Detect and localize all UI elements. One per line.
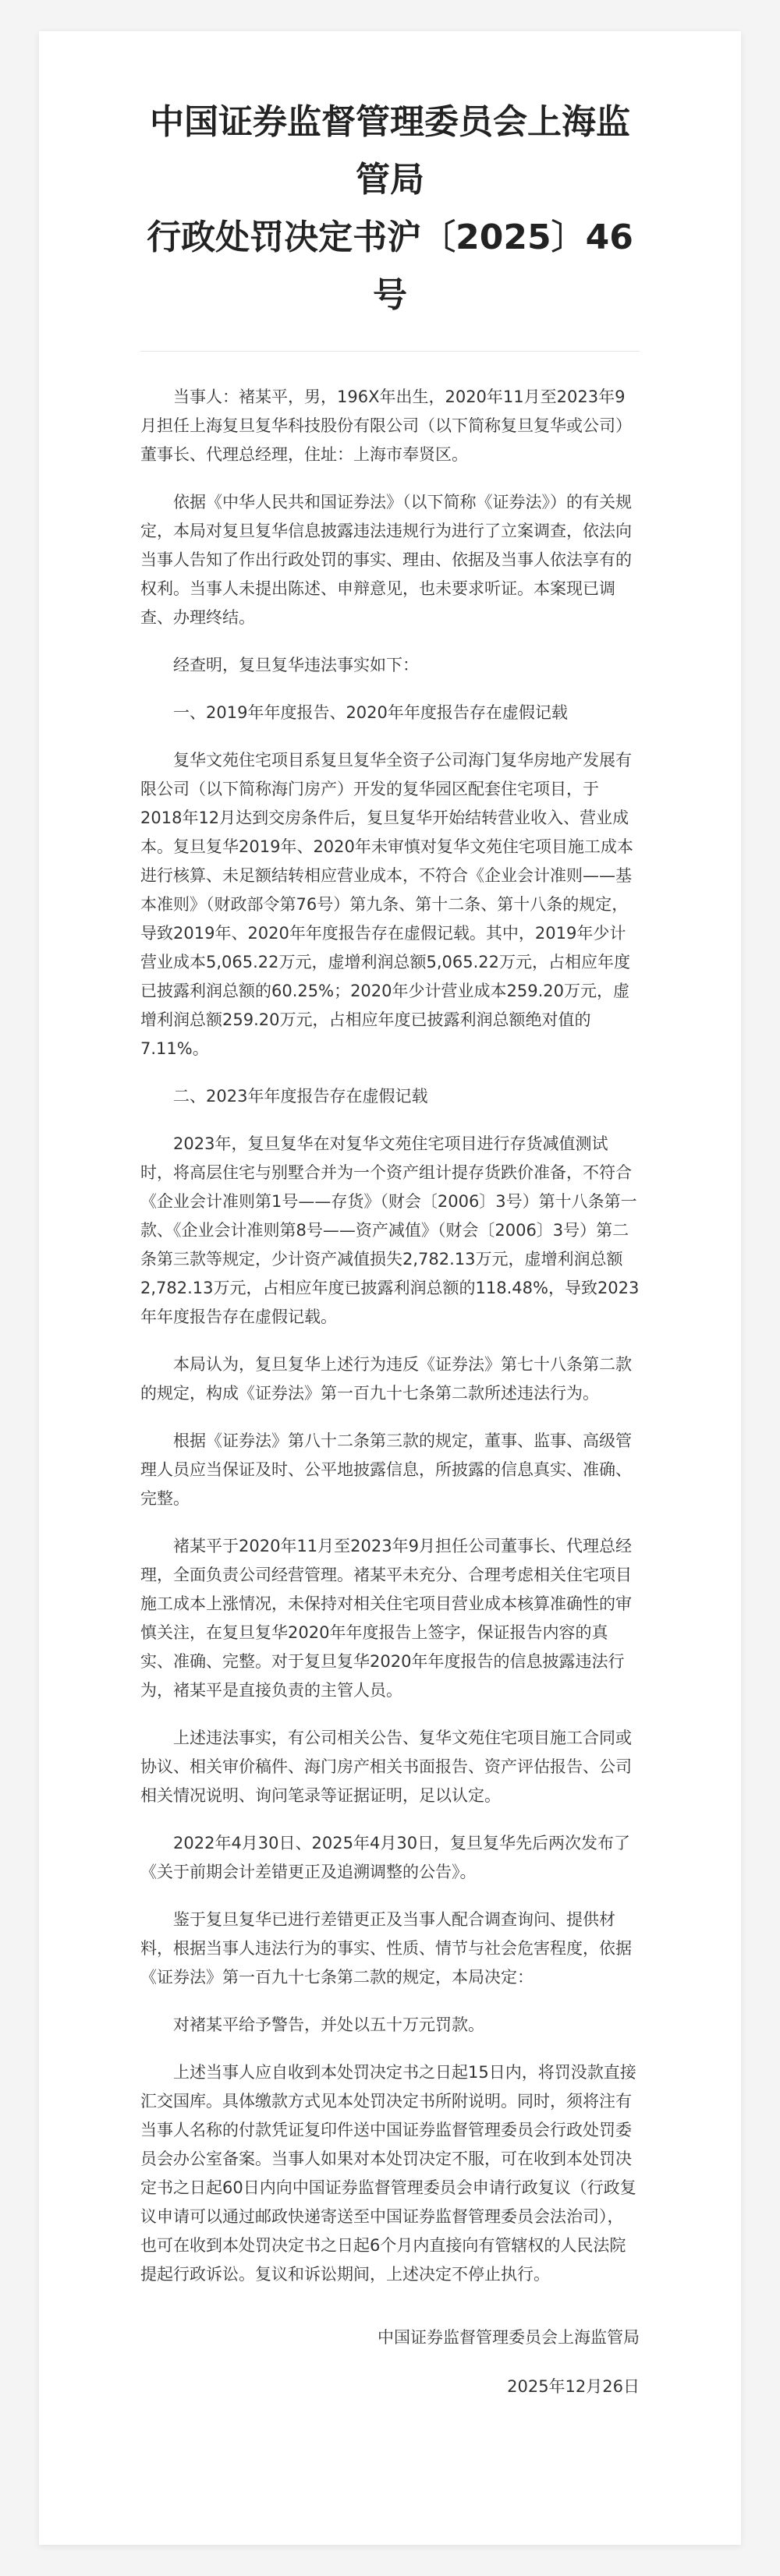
title-line-1: 中国证券监督管理委员会上海监管局 [150, 102, 630, 200]
section-heading-2: 二、2023年年度报告存在虚假记载 [173, 1087, 428, 1106]
signature-block [140, 2323, 640, 2401]
paragraph-law-82: 根据《证券法》第八十二条第三款的规定，董事、监事、高级管理人员应当保证及时、公平地披露信息，所披露的信息真实、准确、完整。 [140, 1431, 632, 1508]
paragraph-section-1: 复华文苑住宅项目系复旦复华全资子公司海门复华房地产发展有限公司（以下简称海门房产）开发的复华园区配套住宅项目，于2018年12月达到交房条件后，复旦复华开始结转营业收入、营业成本。复旦复华2019年、2020年未审慎对复华文苑住宅项目施工成本进行核算、未足额结转相应营业成本，不符合《企业会计准则——基本准则》（财政部令第76号）第九条、第十二条、第十八条的规定，导致2019年、2020年年度报告存在虚假记载。其中，2019年少计营业成本5,065.22万元，虚增利润总额5,065.22万元，占相应年度已披露利润总额的60.25%；2020年少计营业成本259.20万元，虚增利润总额259.20万元，占相应年度已披露利润总额绝对值的7.11%。 [140, 751, 633, 1058]
document-page [39, 31, 741, 2545]
paragraph-findings-intro: 经查明，复旦复华违法事实如下： [173, 656, 419, 674]
document-body [140, 383, 640, 2289]
document-title [140, 94, 640, 324]
paragraph-decision-basis: 鉴于复旦复华已进行差错更正及当事人配合调查询问、提供材料，根据当事人违法行为的事实、性质、情节与社会危害程度，依据《证券法》第一百九十七条第二款的规定，本局决定： [140, 1910, 632, 1987]
paragraph-conclusion: 本局认为，复旦复华上述行为违反《证券法》第七十八条第二款的规定，构成《证券法》第一百九十七条第二款所述违法行为。 [140, 1355, 632, 1403]
section-heading-1: 一、2019年年度报告、2020年年度报告存在虚假记载 [173, 703, 568, 722]
paragraph-payment-appeal: 上述当事人应自收到本处罚决定书之日起15日内，将罚没款直接汇交国库。具体缴款方式见本处罚决定书所附说明。同时，须将注有当事人名称的付款凭证复印件送中国证券监督管理委员会行政处罚委员会办公室备案。当事人如果对本处罚决定不服，可在收到本处罚决定书之日起60日内向中国证券监督管理委员会申请行政复议（行政复议申请可以通过邮政快递寄送至中国证券监督管理委员会法治司），也可在收到本处罚决定书之日起6个月内直接向有管辖权的人民法院提起行政诉讼。复议和诉讼期间，上述决定不停止执行。 [140, 2063, 636, 2284]
paragraph-penalty: 对褚某平给予警告，并处以五十万元罚款。 [173, 2015, 484, 2034]
paragraph-announcements: 2022年4月30日、2025年4月30日，复旦复华先后两次发布了《关于前期会计差错更正及追溯调整的公告》。 [140, 1834, 631, 1881]
issue-date: 2025年12月26日 [507, 2377, 640, 2396]
title-line-2: 行政处罚决定书沪〔2025〕46号 [147, 218, 633, 315]
title-divider [140, 351, 640, 352]
paragraph-section-2: 2023年，复旦复华在对复华文苑住宅项目进行存货减值测试时，将高层住宅与别墅合并为一个资产组计提存货跌价准备，不符合《企业会计准则第1号——存货》（财会〔2006〕3号）第十八条第一款、《企业会计准则第8号——资产减值》（财会〔2006〕3号）第二条第三款等规定，少计资产减值损失2,782.13万元，虚增利润总额2,782.13万元，占相应年度已披露利润总额的118.48%，导致2023年年度报告存在虚假记载。 [140, 1134, 640, 1326]
paragraph-basis: 依据《中华人民共和国证券法》（以下简称《证券法》）的有关规定，本局对复旦复华信息披露违法违规行为进行了立案调查，依法向当事人告知了作出行政处罚的事实、理由、依据及当事人依法享有的权利。当事人未提出陈述、申辩意见，也未要求听证。本案现已调查、办理终结。 [140, 493, 632, 627]
issuer-name: 中国证券监督管理委员会上海监管局 [378, 2328, 640, 2347]
paragraph-party: 当事人：褚某平，男，196X年出生，2020年11月至2023年9月担任上海复旦复华科技股份有限公司（以下简称复旦复华或公司）董事长、代理总经理，住址：上海市奉贤区。 [140, 387, 632, 464]
paragraph-evidence: 上述违法事实，有公司相关公告、复华文苑住宅项目施工合同或协议、相关审价稿件、海门房产相关书面报告、资产评估报告、公司相关情况说明、询问笔录等证据证明，足以认定。 [140, 1729, 632, 1805]
paragraph-responsibility: 褚某平于2020年11月至2023年9月担任公司董事长、代理总经理，全面负责公司经营管理。褚某平未充分、合理考虑相关住宅项目施工成本上涨情况，未保持对相关住宅项目营业成本核算准确性的审慎关注，在复旦复华2020年年度报告上签字，保证报告内容的真实、准确、完整。对于复旦复华2020年年度报告的信息披露违法行为，褚某平是直接负责的主管人员。 [140, 1537, 632, 1700]
